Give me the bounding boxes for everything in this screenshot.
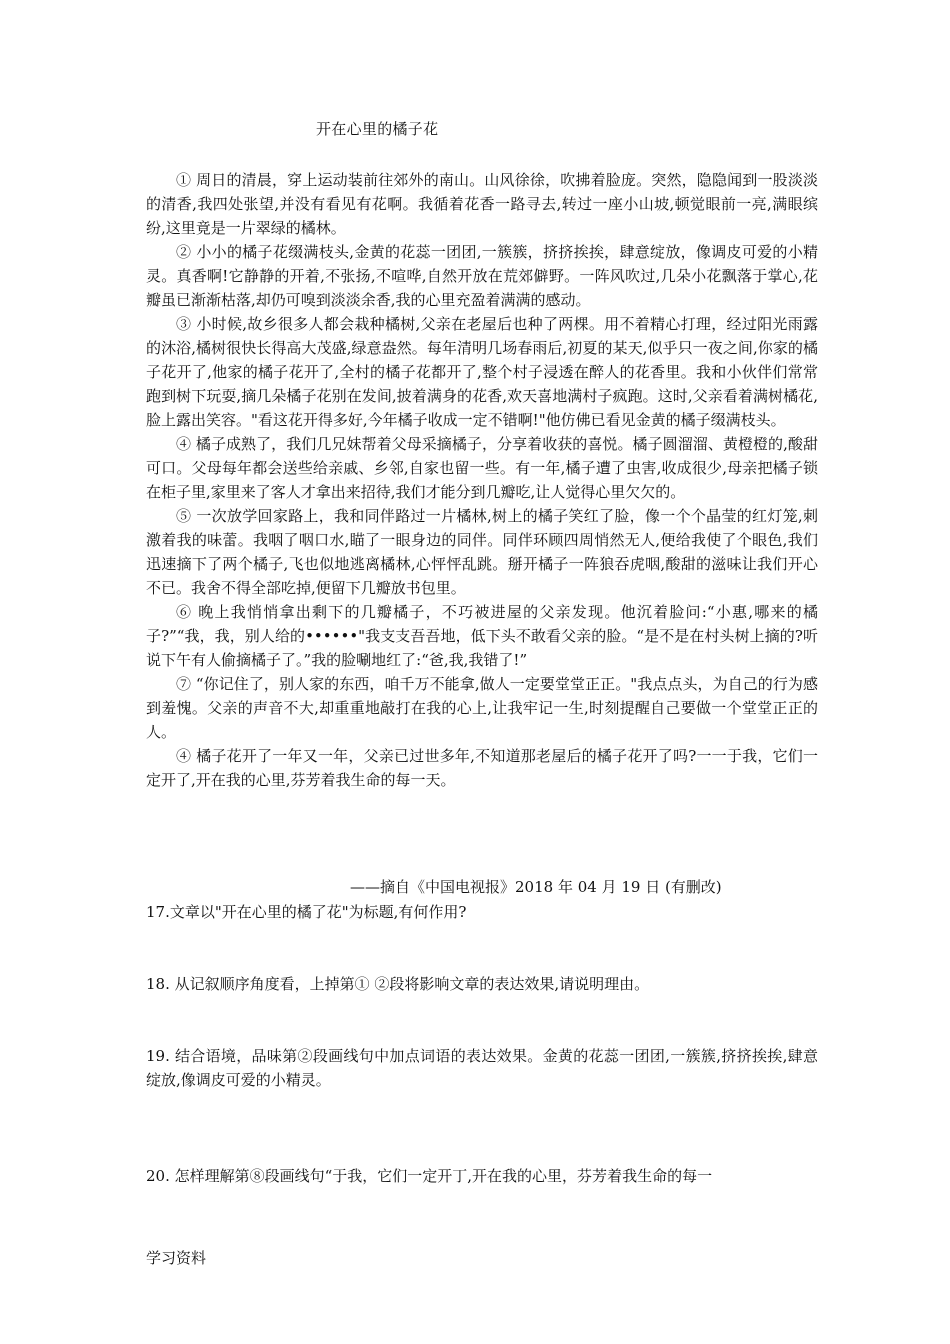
paragraph-1: ① 周日的清晨，穿上运动装前往郊外的南山。山风徐徐，吹拂着脸庞。突然，隐隐闻到一股淡淡的清香,我四处张望,并没有看见有花啊。我循着花香一路寻去,转过一座小山坡,顿觉眼前一亮,满眼缤纷,这里竟是一片翠绿的橘林。 <box>146 171 818 237</box>
question-17: 17.文章以"开在心里的橘了花"为标题,有何作用? <box>146 903 467 921</box>
article-source: ——摘自《中国电视报》2018 年 04 月 19 日 (有删改) <box>350 878 722 896</box>
footer-label: 学习资料 <box>146 1249 207 1267</box>
question-19: 19. 结合语境，品味第②段画线句中加点词语的表达效果。金黄的花蕊一团团,一簇簇,挤挤挨挨,肆意绽放,像调皮可爱的小精灵。 <box>146 1047 818 1089</box>
paragraph-4: ④ 橘子成熟了，我们几兄妹帮着父母采摘橘子，分享着收获的喜悦。橘子圆溜溜、黄橙橙的,酸甜可口。父母每年都会送些给亲戚、乡邻,自家也留一些。有一年,橘子遭了虫害,收成很少,母亲把橘子锁在柜子里,家里来了客人才拿出来招待,我们才能分到几瓣吃,让人觉得心里欠欠的。 <box>146 435 818 501</box>
paragraph-2: ② 小小的橘子花缀满枝头,金黄的花蕊一团团,一簇簇，挤挤挨挨，肆意绽放，像调皮可爱的小精灵。真香啊!它静静的开着,不张扬,不喧哗,自然开放在荒郊僻野。一阵风吹过,几朵小花飘落于掌心,花瓣虽已渐渐枯落,却仍可嗅到淡淡余香,我的心里充盈着满满的感动。 <box>146 243 818 309</box>
question-18: 18. 从记叙顺序角度看，上掉第① ②段将影响文章的表达效果,请说明理由。 <box>146 975 650 993</box>
paragraph-3: ③ 小时候,故乡很多人都会栽种橘树,父亲在老屋后也种了两棵。用不着精心打理，经过阳光雨露的沐浴,橘树很快长得高大茂盛,绿意盎然。每年清明几场春雨后,初夏的某天,似乎只一夜之间,你家的橘子花开了,他家的橘子花开了,全村的橘子花都开了,整个村子浸透在醉人的花香里。我和小伙伴们常常跑到树下玩耍,摘几朵橘子花别在发间,披着满身的花香,欢天喜地满村子疯跑。这时,父亲看着满树橘花,脸上露出笑容。"看这花开得多好,今年橘子收成一定不错啊!"他仿佛已看见金黄的橘子缀满枝头。 <box>146 315 818 429</box>
paragraph-8: ④ 橘子花开了一年又一年，父亲已过世多年,不知道那老屋后的橘子花开了吗?一一于我，它们一定开了,开在我的心里,芬芳着我生命的每一天。 <box>146 747 818 789</box>
article-body <box>146 168 818 792</box>
paragraph-6: ⑥ 晚上我悄悄拿出剩下的几瓣橘子，不巧被进屋的父亲发现。他沉着脸问:“小惠,哪来的橘子?”“我，我，别人给的••••••"我支支吾吾地，低下头不敢看父亲的脸。“是不是在村头树上摘的?听说下午有人偷摘橘子了。”我的脸唰地红了:“爸,我,我错了!” <box>146 603 818 669</box>
question-20: 20. 怎样理解第⑧段画线句“于我，它们一定开丁,开在我的心里，芬芳着我生命的每一 <box>146 1167 713 1185</box>
article-title: 开在心里的橘子花 <box>316 120 439 138</box>
paragraph-7: ⑦ “你记住了，别人家的东西，咱千万不能拿,做人一定要堂堂正正。"我点点头，为自己的行为感到羞愧。父亲的声音不大,却重重地敲打在我的心上,让我牢记一生,时刻提醒自己要做一个堂堂正正的人。 <box>146 675 818 741</box>
paragraph-5: ⑤ 一次放学回家路上，我和同伴路过一片橘林,树上的橘子笑红了脸，像一个个晶莹的红灯笼,刺激着我的味蕾。我咽了咽口水,瞄了一眼身边的同伴。同伴环顾四周悄然无人,便给我使了个眼色,我们迅速摘下了两个橘子,飞也似地逃离橘林,心怦怦乱跳。掰开橘子一阵狼吞虎咽,酸甜的滋味让我们开心不已。我舍不得全部吃掉,便留下几瓣放书包里。 <box>146 507 818 597</box>
